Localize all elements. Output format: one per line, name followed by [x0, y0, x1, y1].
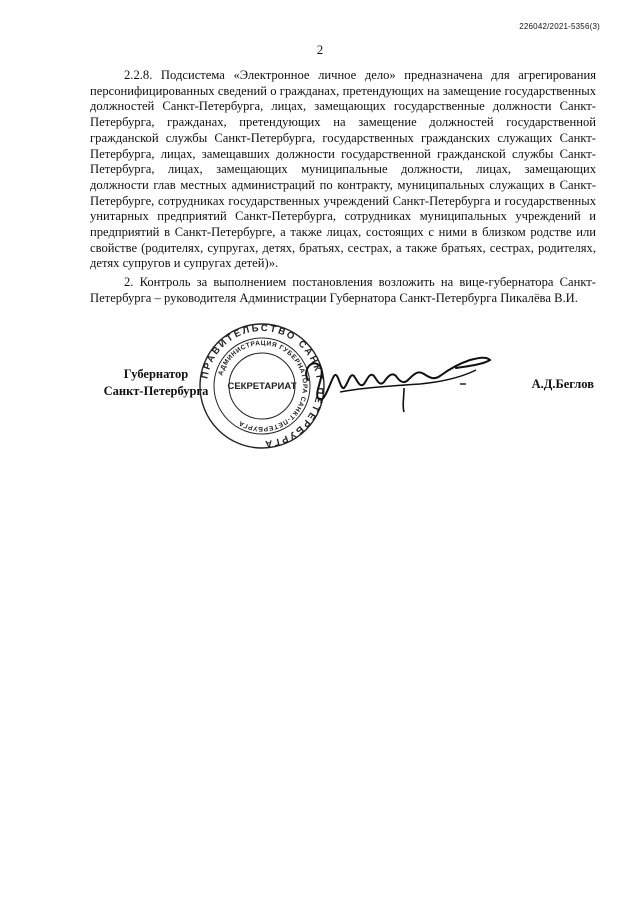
seal-outer-text: ПРАВИТЕЛЬСТВО САНКТ-ПЕТЕРБУРГА: [199, 322, 326, 450]
document-number: 226042/2021-5356(3): [519, 22, 600, 31]
signer-title-line2: Санкт-Петербурга: [103, 384, 209, 398]
handwritten-signature: [300, 340, 500, 420]
seal-center-text: СЕКРЕТАРИАТ: [227, 381, 297, 392]
page-number: 2: [316, 42, 324, 57]
paragraph-2-2-8: 2.2.8. Подсистема «Электронное личное дело» предназначена для агрегирования персонифицированных сведений о гражданах, претендующих на замещение государственных должностей Санкт-Петербурга, лицах, замещающих государственные должности Санкт-Петербурга, гражданах, претендующих на замещение должностей государственной гражданской службы Санкт-Петербурга, государственных гражданских служащих Санкт-Петербурга, лицах, замещавших должности государственной гражданской службы Санкт-Петербурга, лицах, замещающих муниципальные должности, лицах, замещающих должности глав местных администраций по контракту, муниципальных служащих в Санкт-Петербурге, сотрудниках государственных учреждений Санкт-Петербурга и государственных унитарных предприятий Санкт-Петербурга, сотрудниках муниципальных учреждений и предприятий в Санкт-Петербурге, а также лицах, состоящих с ними в близком родстве или свойстве (родителях, супругах, детях, братьях, сестрах, а также братьях, сестрах, родителях, детях супругов и супругах детей)».: [90, 68, 596, 271]
seal-inner-text: АДМИНИСТРАЦИЯ ГУБЕРНАТОРА САНКТ-ПЕТЕРБУРГА: [217, 339, 309, 433]
paragraph-control: 2. Контроль за выполнением постановления возложить на вице-губернатора Санкт-Петербурга – руководителя Администрации Губернатора Санкт-Петербурга Пикалёва В.И.: [90, 275, 596, 305]
signer-name: А.Д.Беглов: [531, 377, 594, 391]
signer-title-line1: Губернатор: [123, 367, 189, 381]
document-body: [90, 68, 596, 307]
